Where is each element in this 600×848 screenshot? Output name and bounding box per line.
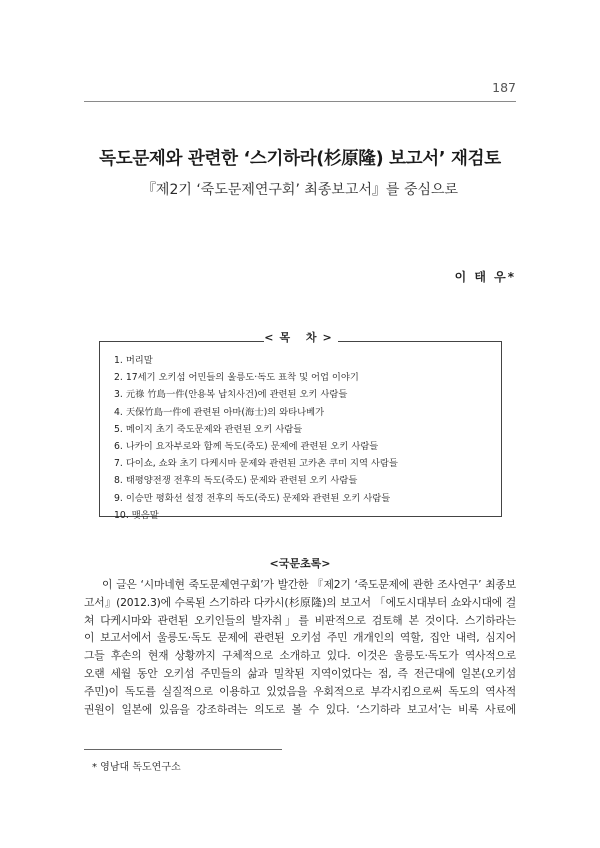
toc-item: 10. 맺음말 — [114, 509, 159, 521]
toc-item: 5. 메이지 초기 죽도문제와 관련된 오키 사람들 — [114, 423, 303, 435]
toc-list — [114, 352, 398, 524]
footnote-rule — [84, 749, 282, 750]
page-number: 187 — [492, 80, 516, 95]
toc-item: 6. 나카이 요자부로와 함께 독도(죽도) 문제에 관련된 오키 사람들 — [114, 440, 379, 452]
toc-item: 2. 17세기 오키섬 어민들의 울릉도·독도 표착 및 어업 이야기 — [114, 372, 359, 384]
footnote: * 영남대 독도연구소 — [92, 762, 181, 773]
abstract-line: 주민)이 독도를 실질적으로 이용하고 있었음을 우회적으로 부각시킴으로써 독도의 역사적 — [84, 684, 516, 698]
abstract-line: 이 글은 ‘시마네현 죽도문제연구회’가 발간한 『제2기 ‘죽도문제에 관한 조사연구’ 최종보 — [102, 578, 516, 591]
abstract-line: 이 보고서에서 울릉도·독도 문제에 관련된 오키섬 주민 개개인의 역할, 집안 내력, 심지어 — [84, 631, 516, 645]
header-rule — [84, 101, 516, 102]
abstract-line: 오랜 세월 동안 오키섬 주민들의 삶과 밀착된 지역이었다는 점, 즉 전근대에 일본(오키섬 — [84, 666, 516, 680]
toc-item: 4. 天保竹島一件에 관련된 아마(海士)의 와타나베가 — [114, 406, 325, 418]
toc-item: 8. 태평양전쟁 전후의 독도(죽도) 문제와 관련된 오키 사람들 — [114, 475, 358, 487]
abstract-line: 권원이 일본에 있음을 강조하려는 의도로 볼 수 있다. ‘스기하라 보고서’는 비록 사료에 — [84, 702, 516, 716]
toc-heading: <목 차> — [264, 331, 338, 344]
abstract-heading: <국문초록> — [269, 557, 331, 570]
toc-item: 7. 다이쇼, 쇼와 초기 다케시마 문제와 관련된 고카촌 쿠미 지역 사람들 — [114, 458, 398, 470]
toc-item: 3. 元祿 竹島一件(안용복 납치사건)에 관련된 오키 사람들 — [114, 389, 348, 401]
abstract-line: 고서』(2012.3)에 수록된 스기하라 다카시(杉原隆)의 보고서 「에도시대부터 쇼와시대에 걸 — [84, 595, 516, 609]
toc-item: 1. 머리말 — [114, 355, 153, 366]
toc-item: 9. 이승만 평화선 설정 전후의 독도(죽도) 문제와 관련된 오키 사람들 — [114, 492, 391, 504]
paper-subtitle: 『제2기 ‘죽도문제연구회’ 최종보고서』를 중심으로 — [141, 182, 459, 198]
abstract-body — [84, 576, 516, 718]
author: 이 태 우* — [454, 270, 516, 284]
paper-title: 독도문제와 관련한 ‘스기하라(杉原隆) 보고서’ 재검토 — [99, 149, 501, 169]
abstract-line: 쳐 다케시마와 관련된 오키인들의 발자취」를 비판적으로 검토해 본 것이다. 스기하라는 — [84, 613, 516, 627]
abstract-line: 그들 후손의 현재 상황까지 구체적으로 소개하고 있다. 이것은 울릉도·독도가 역사적으로 — [84, 649, 516, 663]
